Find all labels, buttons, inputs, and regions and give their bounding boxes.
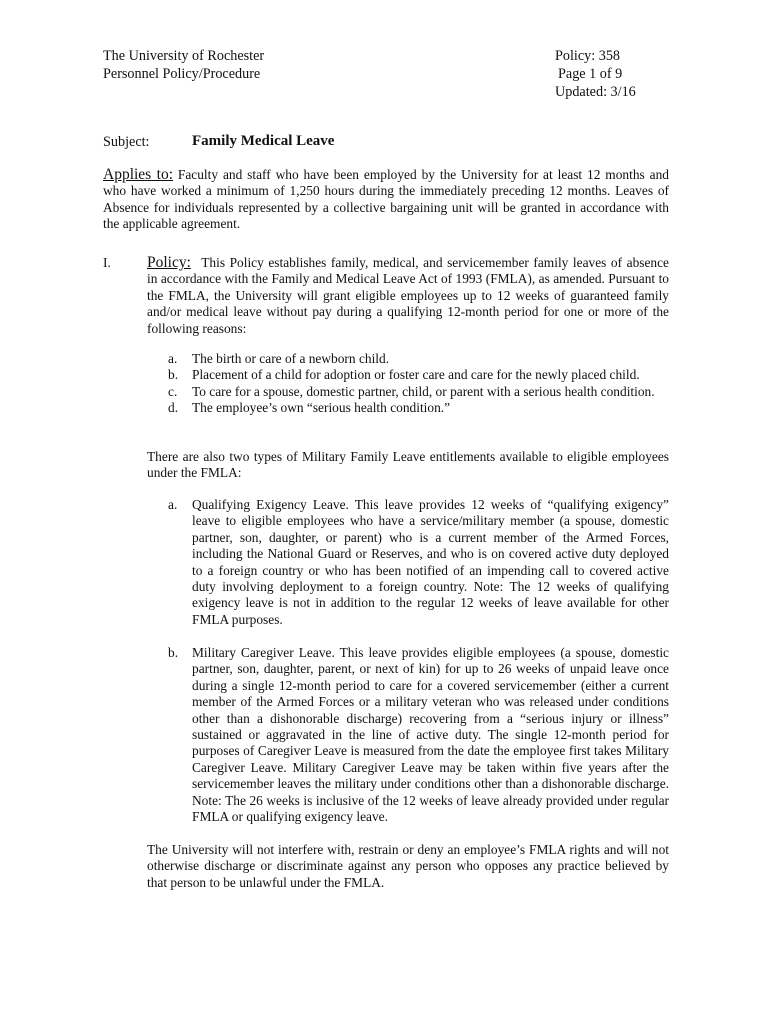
subject-title: Family Medical Leave [192,133,335,149]
list-item-text: Military Caregiver Leave. This leave provides eligible employees (a spouse, domestic partner, son, daughter, parent, or next of kin) for up to 26 weeks of unpaid leave once during a single 12-month period to care for a covered servicemember (either a current member of the Armed Forces or a military veteran who was released under conditions other than a dishonorable discharge) recovering from a “serious injury or illness” sustained or aggravated in the line of active duty. The single 12-month period for purposes of Caregiver Leave is measured from the date the employee first takes Military Caregiver Leave. Military Caregiver Leave may be taken within five years after the servicemember leaves the military under conditions other than a dishonorable discharge. Note: The 26 weeks is inclusive of the 12 weeks of leave already provided under regular FMLA or qualifying exigency leave. [192,645,669,825]
policy-paragraph [147,255,669,337]
section-numeral: I. [103,255,111,270]
list-marker: d. [168,400,179,416]
reasons-list [168,351,669,417]
list-item-text: The employee’s own “serious health condition.” [192,400,451,416]
list-item [168,645,669,825]
list-item [168,351,669,367]
list-marker: c. [168,383,178,399]
department: Personnel Policy/Procedure [103,66,261,82]
policy-label: Policy: [147,254,191,271]
military-intro-paragraph: There are also two types of Military Family Leave entitlements available to eligible employees under the FMLA: [147,449,669,481]
list-item-text: Qualifying Exigency Leave. This leave provides 12 weeks of “qualifying exigency” leave to eligible employees who have a service/military member (a spouse, domestic partner, son, daughter, or parent) who is a current member of the Armed Forces, including the National Guard or Reserves, and who is on covered active duty deployed to a foreign country or who has been notified of an impending call to covered active duty involving deployment to a foreign country. Note: The 12 weeks of qualifying exigency leave is not in addition to the regular 12 weeks of leave available for other FMLA purposes. [192,497,669,627]
list-item [168,400,669,416]
list-marker: b. [168,367,179,383]
list-marker: b. [168,645,179,660]
closing-paragraph: The University will not interfere with, restrain or deny an employee’s FMLA rights and will not otherwise discharge or discriminate against any person who opposes any practice believed by that person to be unlawful under the FMLA. [147,842,669,890]
header-left [103,47,264,83]
list-item-text: The birth or care of a newborn child. [192,351,390,366]
subject-label: Subject: [103,134,150,150]
updated-date: Updated: 3/16 [555,84,636,100]
page-number: Page 1 of 9 [558,66,623,82]
applies-to-text: Faculty and staff who have been employed by the University for at least 12 months and who have worked a minimum of 1,250 hours during the immediately preceding 12 months. Leaves of Absence for individuals represented by a collective bargaining unit will be granted in accordance with the applicable agreement. [103,167,669,232]
applies-to-paragraph [103,167,669,233]
list-marker: a. [168,351,178,366]
applies-to-label: Applies to: [103,166,173,183]
list-marker: a. [168,497,178,512]
list-item-text: To care for a spouse, domestic partner, child, or parent with a serious health condition. [192,383,655,399]
org-name: The University of Rochester [103,48,265,64]
policy-number: Policy: 358 [555,48,621,64]
military-leave-list [168,497,669,628]
header-right [555,47,636,101]
list-item [168,384,669,400]
list-item-text: Placement of a child for adoption or foster care and care for the newly placed child. [192,367,640,383]
policy-text: This Policy establishes family, medical, and servicemember family leaves of absence in accordance with the Family and Medical Leave Act of 1993 (FMLA), as amended. Pursuant to the FMLA, the University will grant eligible employees up to 12 weeks of guaranteed family and/or medical leave without pay during a qualifying 12-month period for one or more of the following reasons: [147,255,669,336]
list-item [168,497,669,628]
list-item [168,367,669,383]
military-leave-list-b [168,645,669,825]
